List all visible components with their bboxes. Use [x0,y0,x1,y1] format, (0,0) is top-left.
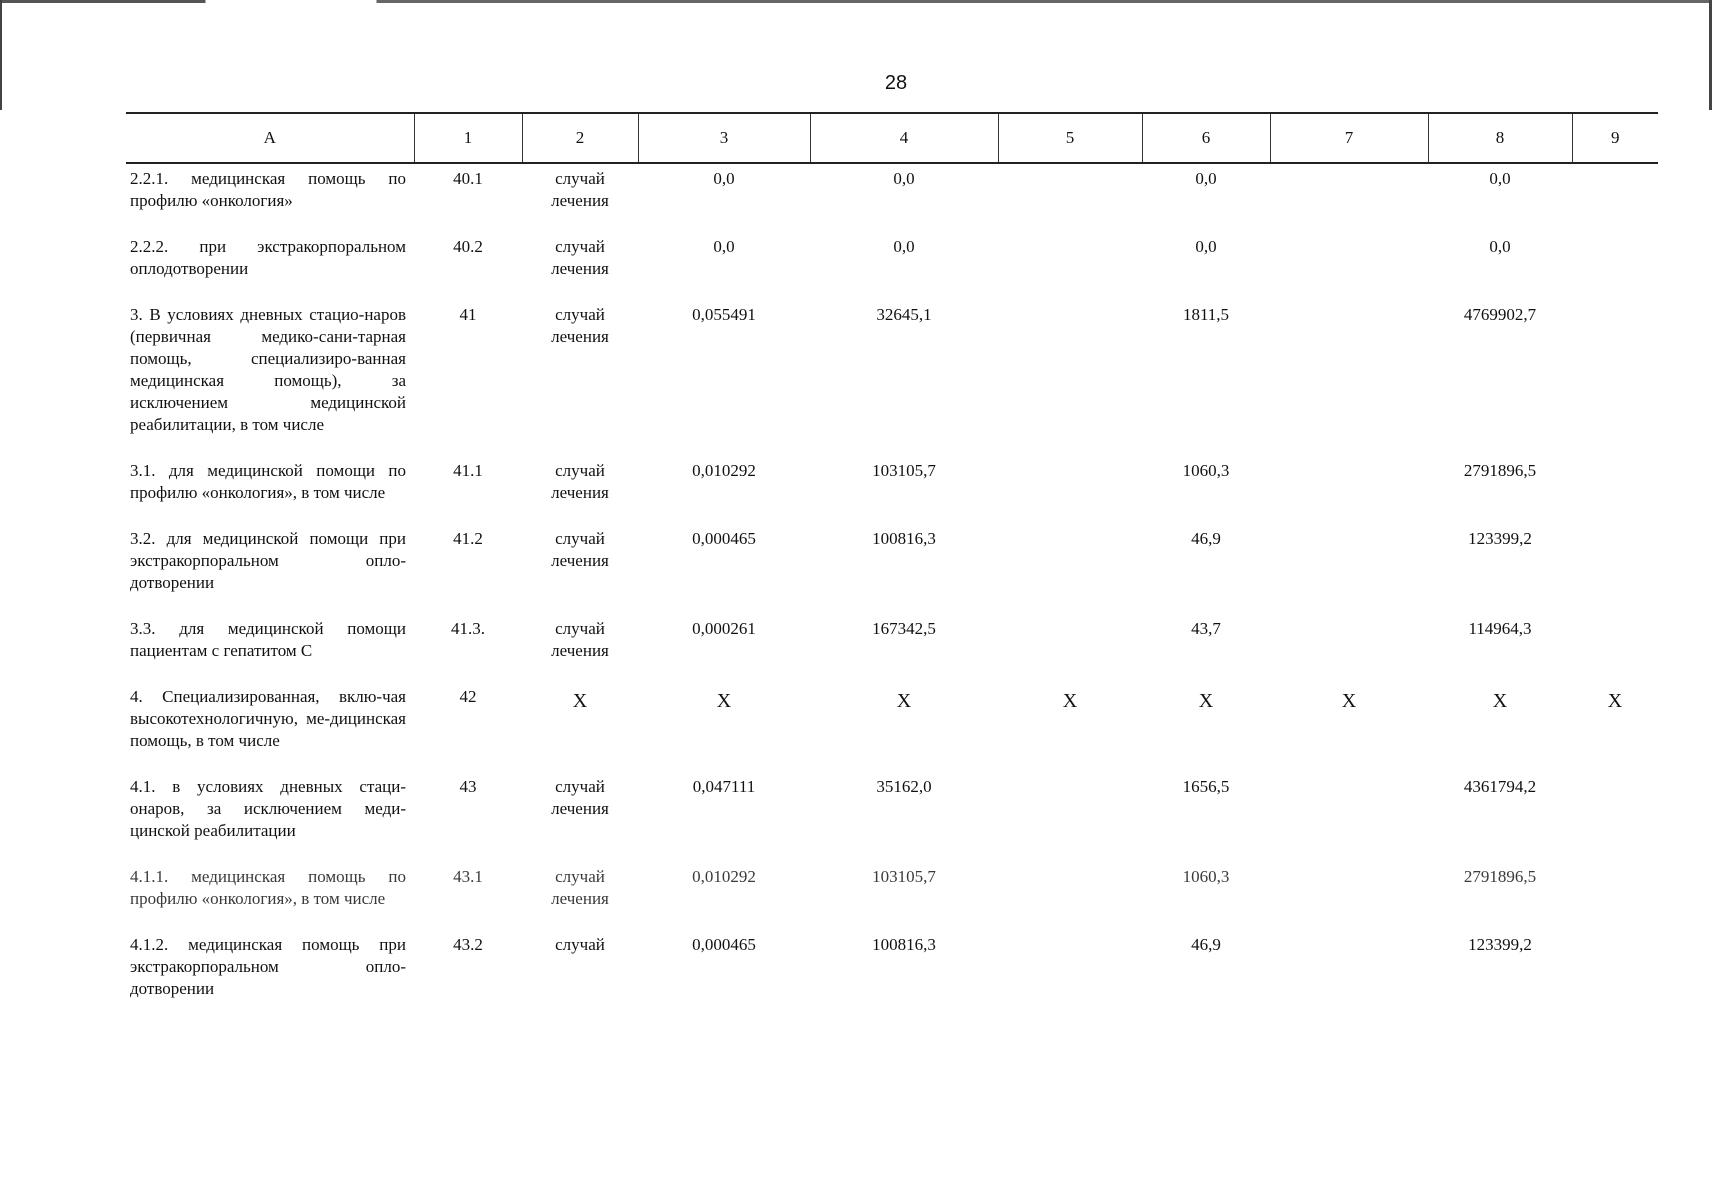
cell-col-3: 0,0 [713,237,735,256]
table-row [126,232,1658,300]
cell-col-7 [1270,862,1428,930]
cell-col-6: 43,7 [1191,619,1221,638]
row-name: 2.2.2. при экстракорпоральном оплодотворении [130,237,406,278]
row-code: 43 [459,777,477,796]
row-name: 3. В условиях дневных стацио-наров (первичная медико-сани-тарная помощь, специализиро-ванная медицинская помощь), за исключением медицинской реабилитации, в том числе [130,305,406,434]
cell-col-8: 2791896,5 [1463,461,1537,480]
row-code: 41.2 [453,529,483,548]
row-unit: случай лечения [551,305,609,346]
cell-col-5 [998,862,1142,930]
table-row [126,772,1658,862]
cell-col-5 [998,232,1142,300]
table-row [126,930,1658,1020]
row-name: 3.1. для медицинской помощи по профилю «онкология», в том числе [130,461,406,502]
cell-col-8: 4361794,2 [1463,777,1537,796]
cell-col-5 [998,300,1142,456]
row-code: 43.1 [453,867,483,886]
row-unit: X [572,690,588,712]
cell-col-4: 100816,3 [872,935,936,954]
table-row [126,614,1658,682]
cell-col-7 [1270,772,1428,862]
cell-col-9 [1572,300,1658,456]
row-code: 41 [459,305,477,324]
cell-col-3: 0,000465 [692,935,756,954]
cell-col-6: 46,9 [1191,529,1221,548]
row-code: 41.3. [451,619,485,638]
cell-col-4: 167342,5 [872,619,936,638]
cell-col-9 [1572,163,1658,232]
cell-col-4: 35162,0 [876,777,932,796]
column-header-a: А [126,113,414,163]
cell-col-5 [998,930,1142,1020]
table-row [126,163,1658,232]
cell-col-9 [1572,232,1658,300]
data-table [126,112,1658,1020]
row-unit: случай лечения [551,867,609,908]
cell-col-4: 103105,7 [872,461,936,480]
row-code: 41.1 [453,461,483,480]
row-unit: случай лечения [551,237,609,278]
row-code: 40.2 [453,237,483,256]
cell-col-6: 1811,5 [1182,305,1230,324]
cell-col-3: 0,010292 [692,461,756,480]
cell-col-8: X [1492,690,1508,712]
scan-edge-left [0,0,2,110]
cell-col-3: 0,010292 [692,867,756,886]
cell-col-6: 0,0 [1195,169,1217,188]
header-row [126,113,1658,163]
row-name: 4.1.1. медицинская помощь по профилю «онкология», в том числе [130,867,406,908]
cell-col-6: 46,9 [1191,935,1221,954]
page-number: 28 [884,72,908,94]
cell-col-8: 114964,3 [1468,619,1532,638]
cell-col-3: 0,0 [713,169,735,188]
column-header-5: 5 [998,113,1142,163]
cell-col-3: 0,055491 [692,305,756,324]
cell-col-6: 1060,3 [1182,461,1230,480]
cell-col-5 [998,614,1142,682]
row-name: 4.1.2. медицинская помощь при экстракорпоральном опло-дотворении [130,935,406,998]
cell-col-8: 123399,2 [1468,529,1532,548]
cell-col-8: 0,0 [1489,237,1511,256]
cell-col-3: 0,000465 [692,529,756,548]
row-name: 4. Специализированная, вклю-чая высокотехнологичную, ме-дицинская помощь, в том числе [130,687,406,750]
cell-col-3: 0,047111 [692,777,756,796]
cell-col-7 [1270,930,1428,1020]
column-header-7: 7 [1270,113,1428,163]
column-header-8: 8 [1428,113,1572,163]
row-name: 3.3. для медицинской помощи пациентам с гепатитом С [130,619,406,660]
cell-col-9: X [1607,690,1623,712]
column-header-6: 6 [1142,113,1270,163]
row-unit: случай лечения [551,169,609,210]
column-header-4: 4 [810,113,998,163]
cell-col-4: 100816,3 [872,529,936,548]
cell-col-8: 0,0 [1489,169,1511,188]
cell-col-4: 32645,1 [876,305,932,324]
row-code: 43.2 [453,935,483,954]
row-name: 2.2.1. медицинская помощь по профилю «онкология» [130,169,406,210]
cell-col-4: 0,0 [893,169,915,188]
cell-col-6: 0,0 [1195,237,1217,256]
cell-col-7 [1270,614,1428,682]
cell-col-6: 1060,3 [1182,867,1230,886]
cell-col-7 [1270,163,1428,232]
table-row [126,300,1658,456]
cell-col-6: 1656,5 [1182,777,1230,796]
cell-col-7 [1270,456,1428,524]
cell-col-4: X [896,690,912,712]
cell-col-8: 2791896,5 [1463,867,1537,886]
column-header-9: 9 [1572,113,1658,163]
column-header-2: 2 [522,113,638,163]
row-name: 4.1. в условиях дневных стаци-онаров, за исключением меди-цинской реабилитации [130,777,406,840]
row-code: 42 [459,687,477,706]
column-header-1: 1 [414,113,522,163]
scan-edge-top [0,0,1712,3]
cell-col-5 [998,772,1142,862]
table-row [126,682,1658,772]
cell-col-9 [1572,930,1658,1020]
row-unit: случай лечения [551,777,609,818]
cell-col-7: X [1341,690,1357,712]
cell-col-8: 4769902,7 [1463,305,1537,324]
cell-col-9 [1572,862,1658,930]
row-code: 40.1 [453,169,483,188]
cell-col-9 [1572,524,1658,614]
table-row [126,456,1658,524]
table-row [126,862,1658,930]
cell-col-4: 103105,7 [872,867,936,886]
cell-col-3: 0,000261 [692,619,756,638]
cell-col-9 [1572,614,1658,682]
cell-col-8: 123399,2 [1468,935,1532,954]
cell-col-7 [1270,300,1428,456]
cell-col-5 [998,456,1142,524]
row-unit: случай лечения [551,461,609,502]
row-name: 3.2. для медицинской помощи при экстракорпоральном опло-дотворении [130,529,406,592]
cell-col-5 [998,163,1142,232]
cell-col-4: 0,0 [893,237,915,256]
cell-col-3: X [716,690,732,712]
cell-col-5: X [1062,690,1078,712]
cell-col-9 [1572,772,1658,862]
row-unit: случай [555,935,605,954]
cell-col-7 [1270,232,1428,300]
column-header-3: 3 [638,113,810,163]
row-unit: случай лечения [551,529,609,570]
cell-col-5 [998,524,1142,614]
table-row [126,524,1658,614]
row-unit: случай лечения [551,619,609,660]
cell-col-9 [1572,456,1658,524]
cell-col-7 [1270,524,1428,614]
cell-col-6: X [1198,690,1214,712]
